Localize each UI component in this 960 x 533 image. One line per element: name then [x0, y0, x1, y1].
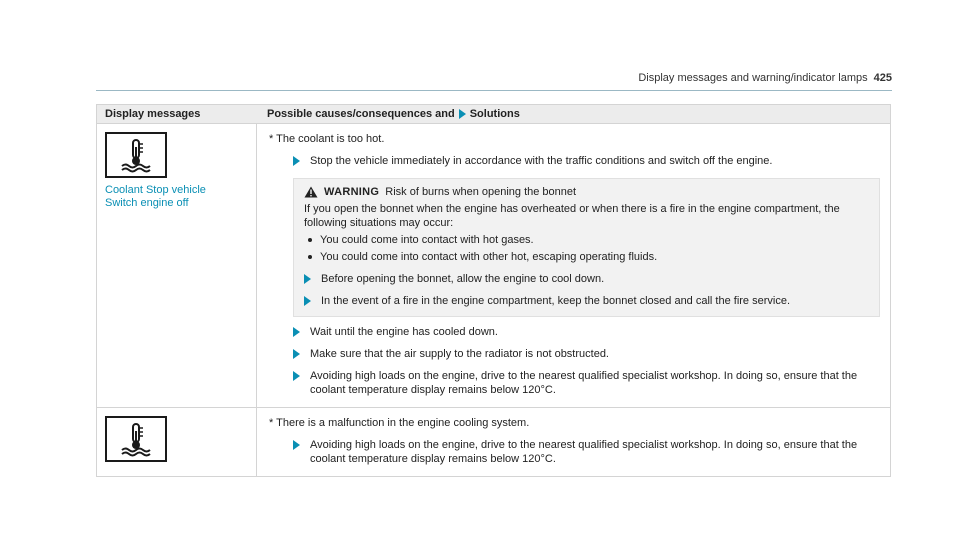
solutions-cell: [257, 124, 890, 407]
warning-text: If you open the bonnet when the engine has overheated or when there is a fire in the engine compartment, the following situations may occur:: [304, 203, 840, 229]
col-header-causes-text: Possible causes/consequences and: [267, 108, 455, 120]
action-arrow-icon: [293, 349, 300, 359]
solution-step-text: Avoiding high loads on the engine, drive to the nearest qualified specialist workshop. In doing so, ensure that the coolant temperature display remains below 120°C.: [310, 439, 858, 465]
list-item: [308, 250, 869, 264]
action-arrow-icon: [293, 440, 300, 450]
action-arrow-icon: [293, 327, 300, 337]
table-header: [97, 105, 890, 123]
warning-step-text: Before opening the bonnet, allow the engine to cool down.: [321, 273, 605, 285]
warning-box: [293, 178, 880, 317]
solution-step: [293, 438, 880, 466]
coolant-temperature-icon: [105, 416, 167, 462]
list-item-text: You could come into contact with hot gases.: [320, 234, 534, 246]
list-item: [308, 233, 869, 247]
display-message: [105, 184, 256, 210]
table-row: [97, 123, 890, 407]
page-number: 425: [873, 72, 892, 84]
warning-title: WARNING: [324, 186, 380, 198]
action-arrow-icon: [293, 371, 300, 381]
warning-step: [304, 272, 869, 286]
solution-step-text: Avoiding high loads on the engine, drive to the nearest qualified specialist workshop. In doing so, ensure that the coolant temperature display remains below 120°C.: [310, 370, 858, 396]
solution-step: [293, 347, 880, 361]
table-row: [97, 407, 890, 476]
action-arrow-icon: [459, 109, 466, 119]
display-messages-table: [96, 104, 891, 477]
col-header-causes: [257, 108, 890, 120]
solution-step: [293, 369, 880, 397]
header-rule: [96, 90, 892, 91]
list-item-text: You could come into contact with other hot, escaping operating fluids.: [320, 251, 658, 263]
warning-triangle-icon: [304, 186, 318, 198]
warning-step-text: In the event of a fire in the engine compartment, keep the bonnet closed and call the fire service.: [321, 295, 791, 307]
action-arrow-icon: [304, 274, 311, 284]
solution-step-text: Stop the vehicle immediately in accordance with the traffic conditions and switch off the engine.: [310, 155, 773, 167]
display-message-line1: Coolant Stop vehicle: [105, 184, 206, 196]
solution-step-text: Wait until the engine has cooled down.: [310, 326, 498, 338]
col-header-solutions-text: Solutions: [469, 108, 520, 120]
bullet-icon: [308, 238, 312, 242]
bullet-icon: [308, 255, 312, 259]
message-cell: [97, 124, 257, 407]
solutions-cell: [257, 408, 890, 476]
cause-text: * There is a malfunction in the engine cooling system.: [269, 417, 530, 429]
coolant-temperature-icon: [105, 132, 167, 178]
warning-subtitle: Risk of burns when opening the bonnet: [385, 186, 577, 198]
warning-header: [304, 185, 869, 199]
action-arrow-icon: [293, 156, 300, 166]
running-title: [638, 72, 892, 84]
warning-step: [304, 294, 869, 308]
cause-text: * The coolant is too hot.: [269, 133, 385, 145]
display-message-line2: Switch engine off: [105, 197, 189, 209]
running-title-text: Display messages and warning/indicator lamps: [638, 72, 868, 84]
solution-step-text: Make sure that the air supply to the radiator is not obstructed.: [310, 348, 609, 360]
col-header-messages: Display messages: [105, 108, 201, 120]
action-arrow-icon: [304, 296, 311, 306]
solution-step: [293, 154, 880, 168]
solution-step: [293, 325, 880, 339]
message-cell: [97, 408, 257, 476]
